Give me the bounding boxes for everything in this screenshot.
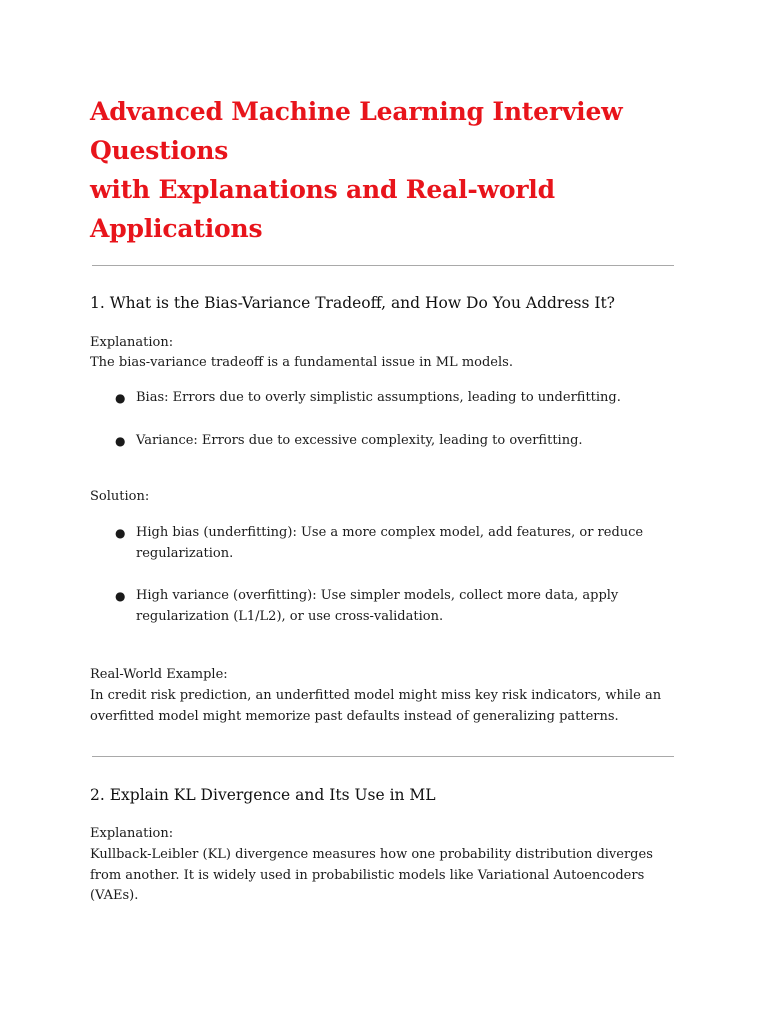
title-line-4: Applications (90, 214, 263, 243)
list-item-text: High bias (underfitting): Use a more complex model, add features, or reduce regularization. (136, 525, 644, 561)
list-item-text: Variance: Errors due to excessive complexity, leading to overfitting. (136, 432, 583, 448)
title-line-2: Questions (90, 136, 229, 165)
section-1-heading: 1. What is the Bias-Variance Tradeoff, and How Do You Address It? (90, 294, 615, 312)
section-1-example-text: In credit risk prediction, an underfitted model might miss key risk indicators, while an overfitted model might memorize past defaults instead of generalizing patterns. (90, 688, 662, 724)
list-item (90, 523, 646, 564)
section-1-explanation-list (90, 388, 690, 451)
list-item (90, 431, 690, 452)
bullet-icon: ● (115, 433, 126, 448)
section-1-explanation-label: Explanation: (90, 335, 174, 350)
section-1-explanation-text: The bias-variance tradeoff is a fundamental issue in ML models. (90, 355, 513, 370)
section-2-heading: 2. Explain KL Divergence and Its Use in ML (90, 786, 436, 804)
list-item-text: High variance (overfitting): Use simpler models, collect more data, apply regularization (L1/L2), or use cross-validation. (136, 588, 619, 624)
section-divider-2 (92, 756, 674, 757)
section-divider-1 (92, 265, 674, 266)
section-1-solution-label: Solution: (90, 489, 150, 504)
section-2-explanation-text: Kullback-Leibler (KL) divergence measures how one probability distribution diverges from another. It is widely used in probabilistic models like Variational Autoencoders (VAEs). (90, 847, 653, 903)
section-1-solution-list (90, 523, 690, 627)
bullet-icon: ● (115, 589, 126, 603)
bullet-icon: ● (115, 526, 126, 540)
section-1-example-label: Real-World Example: (90, 667, 228, 682)
bullet-icon: ● (115, 391, 126, 405)
list-item (90, 388, 690, 409)
list-item-text: Bias: Errors due to overly simplistic assumptions, leading to underfitting. (136, 390, 621, 405)
document-title (90, 92, 690, 248)
list-item (90, 586, 626, 627)
title-line-1: Advanced Machine Learning Interview (90, 97, 623, 126)
section-2-explanation-label: Explanation: (90, 826, 174, 841)
title-line-3: with Explanations and Real-world (90, 175, 555, 204)
